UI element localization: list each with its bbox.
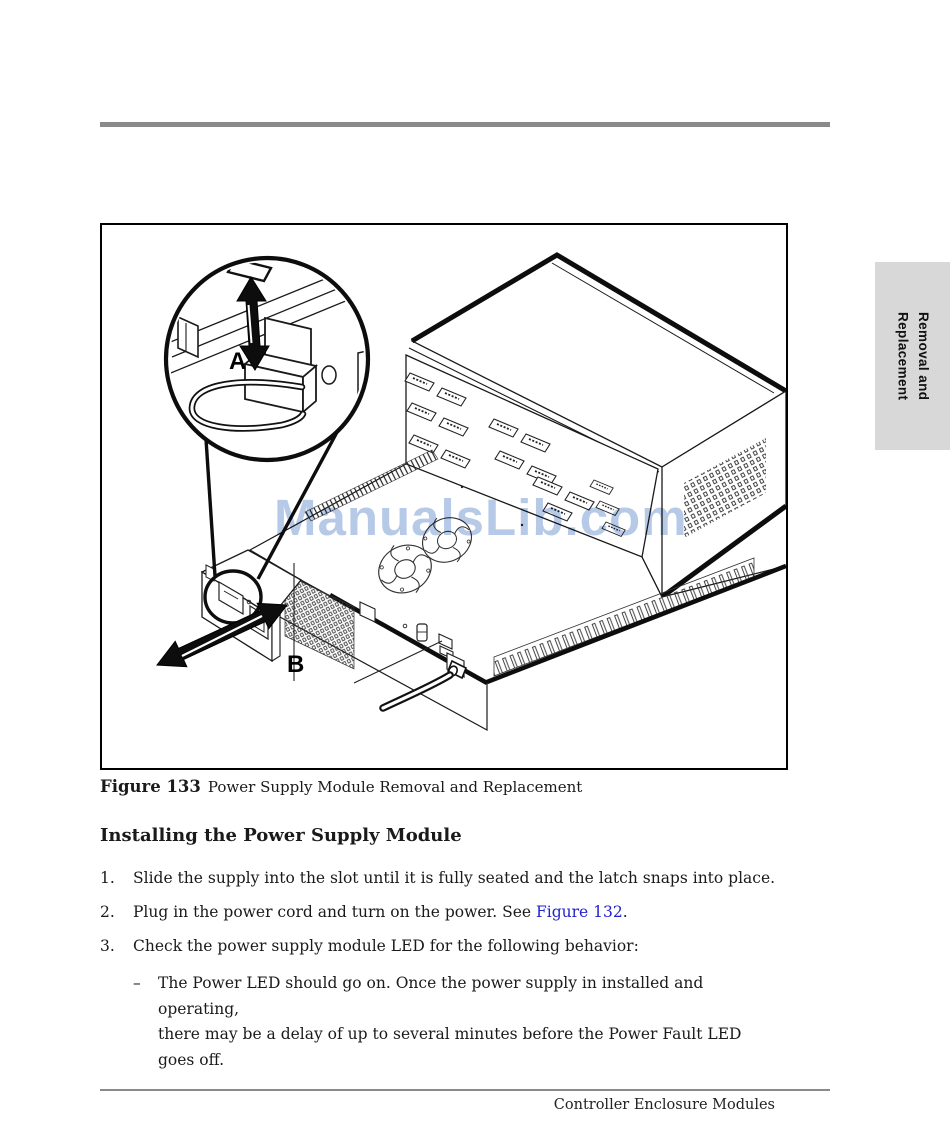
sub-bullet-line2: there may be a delay of up to several minutes before the Power Fault LED goes off. bbox=[158, 1025, 742, 1069]
step-1 bbox=[100, 869, 800, 887]
footer-rule bbox=[100, 1089, 830, 1091]
top-rule bbox=[100, 122, 830, 127]
power-switch bbox=[417, 624, 427, 641]
step-1-text: Slide the supply into the slot until it is fully seated and the latch snaps into place. bbox=[133, 869, 776, 887]
figure-frame bbox=[100, 223, 788, 770]
chapter-tab bbox=[875, 262, 950, 450]
figure-caption-text: Power Supply Module Removal and Replacement bbox=[207, 778, 583, 796]
figure-132-link[interactable]: Figure 132 bbox=[536, 903, 623, 921]
step-2-text bbox=[133, 903, 628, 921]
chapter-tab-line2: Replacement bbox=[895, 311, 911, 401]
figure-label: Figure 133 bbox=[100, 777, 201, 796]
step-3-text: Check the power supply module LED for the following behavior: bbox=[133, 937, 639, 955]
step-3 bbox=[100, 937, 800, 955]
footer-text: Controller Enclosure Modules bbox=[553, 1097, 775, 1113]
step-2-text-after: . bbox=[622, 903, 628, 921]
sub-bullet bbox=[133, 971, 781, 1073]
callout-label-b: B bbox=[287, 651, 305, 678]
sub-bullet-dash: – bbox=[133, 974, 141, 992]
step-2 bbox=[100, 903, 800, 921]
figure-caption bbox=[100, 777, 800, 796]
step-1-number: 1. bbox=[100, 869, 115, 887]
chapter-tab-line1: Removal and bbox=[915, 311, 931, 401]
step-2-number: 2. bbox=[100, 903, 115, 921]
section-heading: Installing the Power Supply Module bbox=[100, 825, 462, 846]
chapter-tab-label bbox=[892, 312, 933, 400]
watermark: ManualsLib.com bbox=[274, 489, 688, 546]
figure-illustration bbox=[102, 225, 786, 768]
sub-bullet-text bbox=[158, 971, 781, 1073]
callout-label-a: A bbox=[229, 348, 247, 375]
sub-bullet-line1: The Power LED should go on. Once the power supply in installed and operating, bbox=[158, 974, 704, 1018]
step-3-number: 3. bbox=[100, 937, 115, 955]
step-2-text-before: Plug in the power cord and turn on the power. See bbox=[133, 903, 536, 921]
